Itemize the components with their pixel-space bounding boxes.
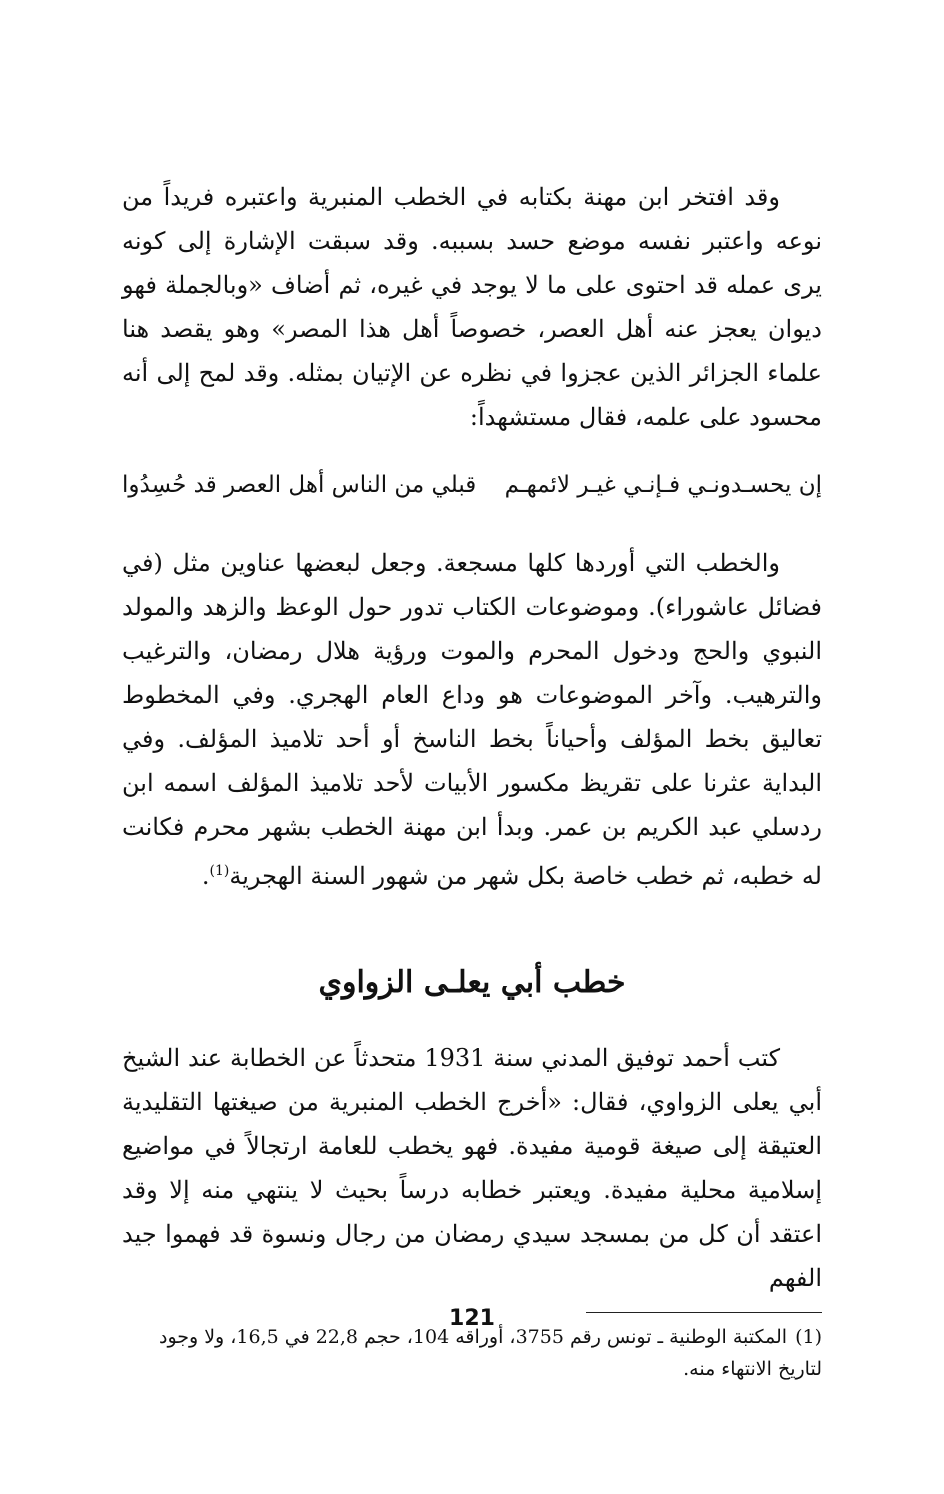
paragraph-sermons-topics-text: والخطب التي أوردها كلها مسجعة. وجعل لبعضها عناوين مثل (في فضائل عاشوراء). وموضوعات الكتاب تدور حول الوعظ والزهد والمولد النبوي والحج ودخول المحرم والموت ورؤية هلال رمضان، والترغيب والترهيب. وآخر الموضوعات هو وداع العام الهجري. وفي المخطوط تعاليق بخط المؤلف وأحياناً بخط الناسخ أو أحد تلاميذ المؤلف. وفي البداية عثرنا على تقريظ مكسور الأبيات لأحد تلاميذ المؤلف اسمه ابن ردسلي عبد الكريم بن عمر. وبدأ ابن مهنة الخطب بشهر محرم فكانت له خطبه، ثم خطب خاصة بكل شهر من شهور السنة الهجرية [122,549,823,890]
paragraph-sermons-topics [122,541,822,898]
page-body [122,175,822,1385]
footnote-reference[interactable]: (1) [209,863,230,879]
section-title: خطب أبي يعلـى الزواوي [318,965,626,1000]
verse-second-hemistich: قبلي من الناس أهل العصر قد حُسِدُوا [122,472,477,498]
poetry-verse [122,465,822,505]
verse-first-hemistich: إن يحسـدونـي فـإنـي غيـر لائمهـم [504,472,822,498]
footnote-marker: (1) [795,1326,822,1348]
footnote-text: المكتبة الوطنية ـ تونس رقم 3755، أوراقه 104، حجم 22,8 في 16,5، ولا وجود لتاريخ الانتهاء منه. [158,1326,822,1380]
paragraph-end-period: . [201,862,210,890]
paragraph-zawawi-sermons: كتب أحمد توفيق المدني سنة 1931 متحدثاً عن الخطابة عند الشيخ أبي يعلى الزواوي، فقال: «أخرج الخطب المنبرية من صيغتها التقليدية العتيقة إلى صيغة قومية مفيدة. فهو يخطب للعامة ارتجالاً في مواضيع إسلامية محلية مفيدة. ويعتبر خطابه درساً بحيث لا ينتهي منه إلا وقد اعتقد أن كل من بمسجد سيدي رمضان من رجال ونسوة قد فهموا جيد الفهم [122,1044,823,1292]
paragraph-ibn-mihna-pride: وقد افتخر ابن مهنة بكتابه في الخطب المنبرية واعتبره فريداً من نوعه واعتبر نفسه موضع حسد بسببه. وقد سبقت الإشارة إلى كونه يرى عمله قد احتوى على ما لا يوجد في غيره، ثم أضاف «وبالجملة فهو ديوان يعجز عنه أهل العصر، خصوصاً أهل هذا المصر» وهو يقصد هنا علماء الجزائر الذين عجزوا في نظره عن الإتيان بمثله. وقد لمح إلى أنه محسود على علمه، فقال مستشهداً: [122,183,822,431]
page-number: 121 [449,1306,495,1331]
